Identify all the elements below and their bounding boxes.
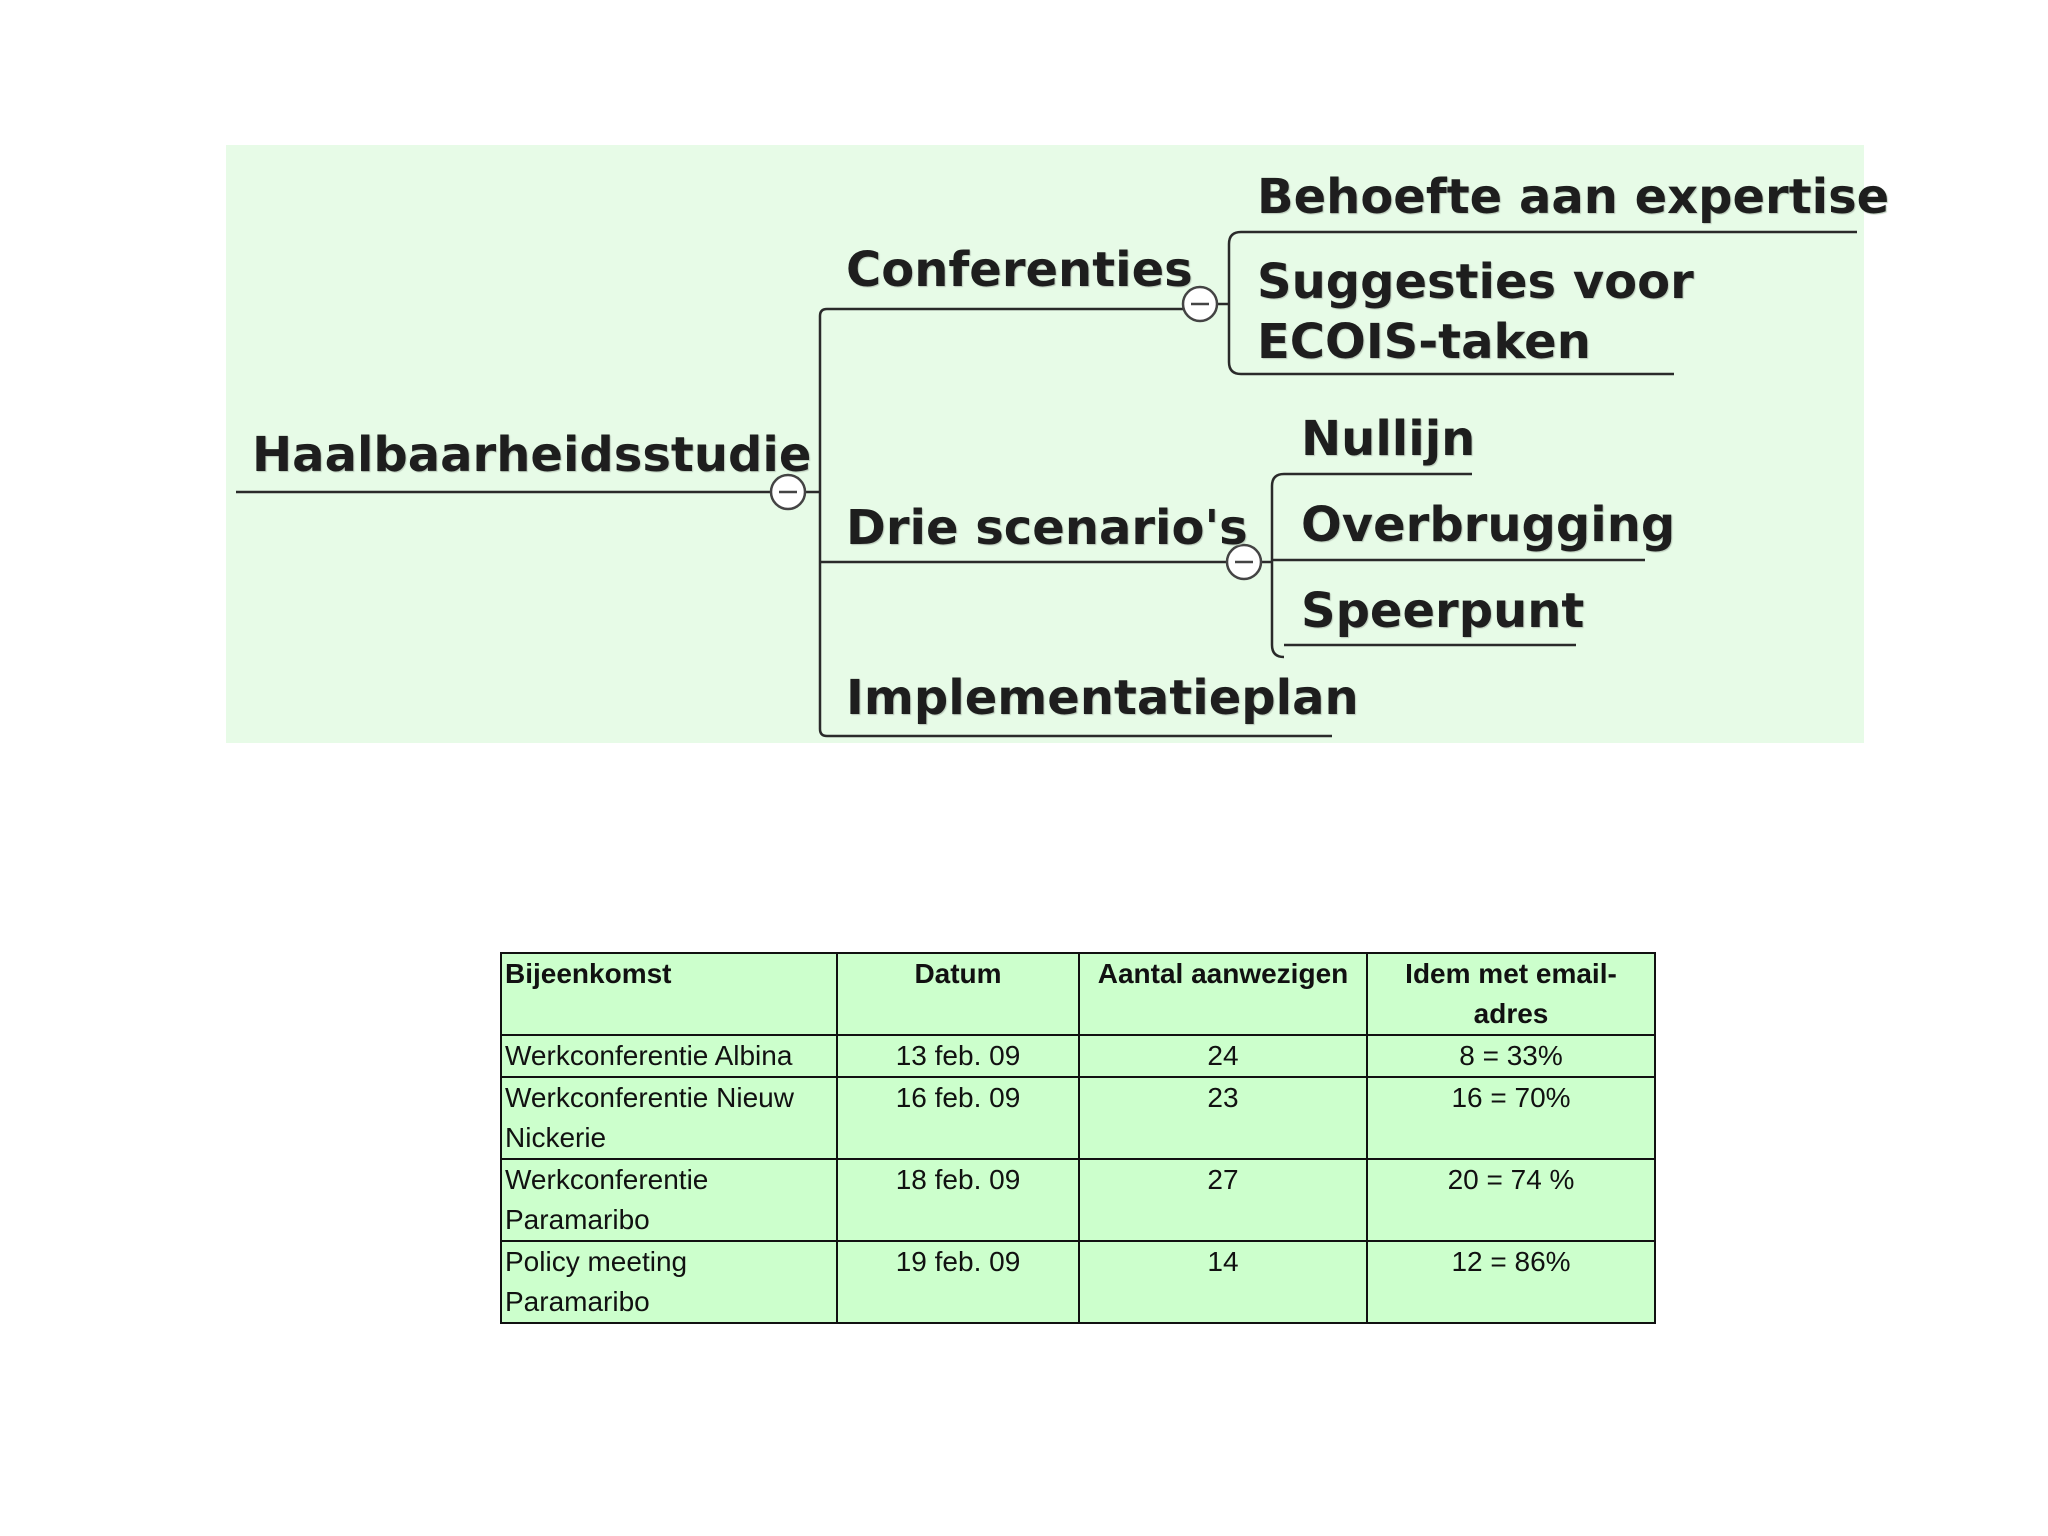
table-row [501,1159,1655,1241]
cell-email: 20 = 74 % [1367,1159,1655,1241]
branch-node-conferenties[interactable]: Conferenties [846,242,1193,298]
mindmap [226,145,1890,743]
header-bijeenkomst: Bijeenkomst [501,953,837,1035]
leaf-node-nullijn[interactable]: Nullijn [1301,411,1476,467]
cell-datum: 13 feb. 09 [837,1035,1079,1077]
branch-trunk [820,309,827,736]
cell-bijeenkomst: Werkconferentie Albina [501,1035,837,1077]
branch-node-implementatieplan[interactable]: Implementatieplan [846,670,1359,726]
cell-aantal: 23 [1079,1077,1367,1159]
leaf-node-speerpunt[interactable]: Speerpunt [1301,583,1585,639]
table-header-row [501,953,1655,1035]
cell-datum: 16 feb. 09 [837,1077,1079,1159]
cell-email: 8 = 33% [1367,1035,1655,1077]
root-node[interactable]: Haalbaarheidsstudie [252,427,812,483]
cell-bijeenkomst: Werkconferentie Nieuw Nickerie [501,1077,837,1159]
bracket-conferenties [1229,232,1241,374]
leaf-node-behoefte[interactable]: Behoefte aan expertise [1257,169,1890,225]
cell-aantal: 24 [1079,1035,1367,1077]
cell-bijeenkomst: Policy meeting Paramaribo [501,1241,837,1323]
cell-datum: 18 feb. 09 [837,1159,1079,1241]
table-row [501,1241,1655,1323]
header-datum: Datum [837,953,1079,1035]
header-idem-met-email: Idem met email-adres [1367,953,1655,1035]
cell-email: 12 = 86% [1367,1241,1655,1323]
header-aantal-aanwezigen: Aantal aanwezigen [1079,953,1367,1035]
leaf-node-overbrugging[interactable]: Overbrugging [1301,497,1676,553]
bracket-drie-scenarios [1272,474,1284,657]
cell-email: 16 = 70% [1367,1077,1655,1159]
table-row [501,1077,1655,1159]
cell-bijeenkomst: Werkconferentie Paramaribo [501,1159,837,1241]
leaf-node-suggesties[interactable]: Suggesties voor ECOIS-taken [1257,254,1694,370]
cell-aantal: 14 [1079,1241,1367,1323]
meetings-table [500,952,1656,1324]
cell-aantal: 27 [1079,1159,1367,1241]
branch-node-drie-scenarios[interactable]: Drie scenario's [846,500,1248,556]
cell-datum: 19 feb. 09 [837,1241,1079,1323]
table-row [501,1035,1655,1077]
